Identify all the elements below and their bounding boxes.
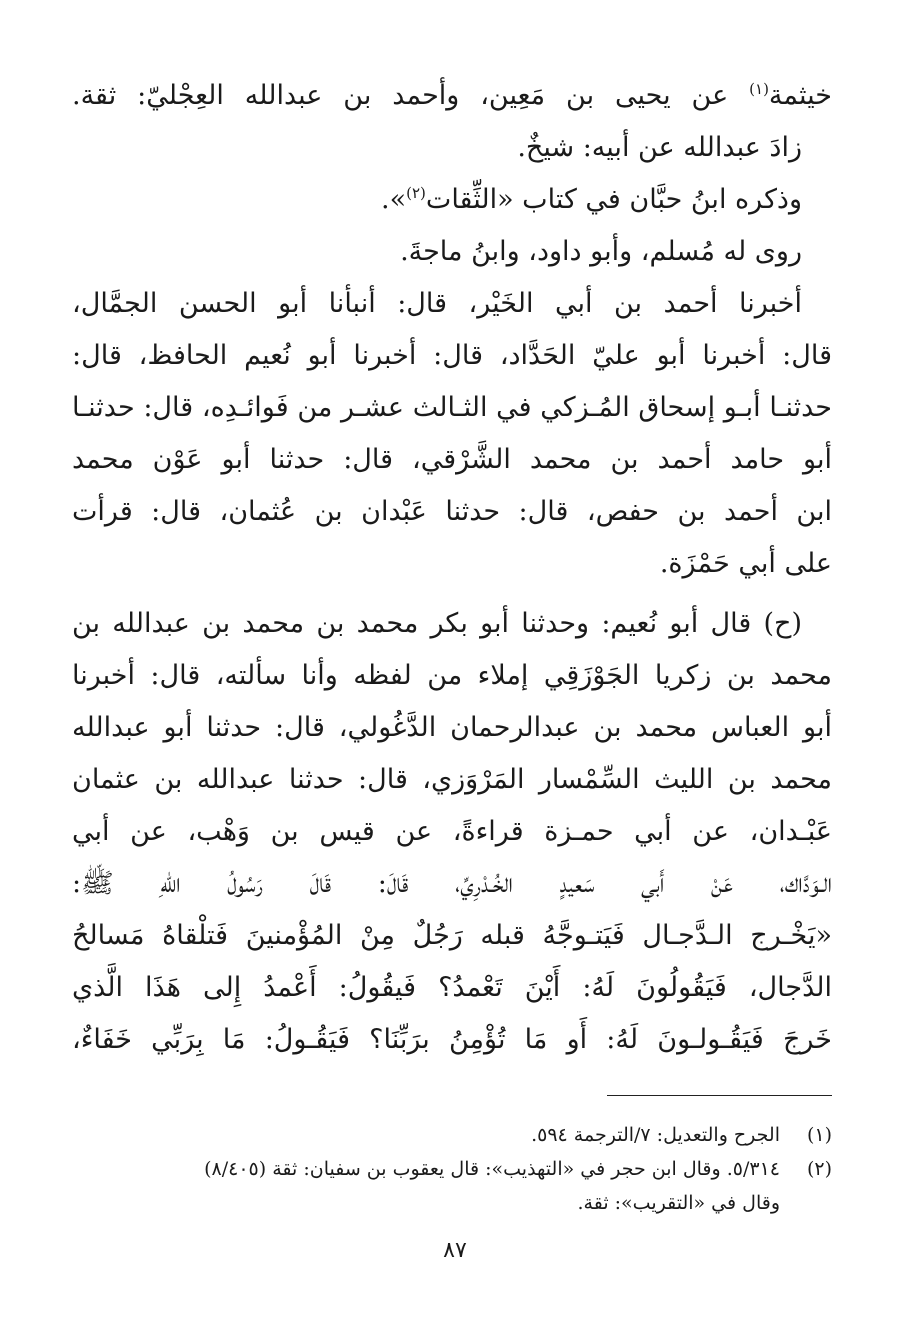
footnote-number: (١) bbox=[806, 1124, 832, 1146]
text-line: أبو حامد أحمد بن محمد الشَّرْقي، قال: حدثنا أبو عَوْن محمد bbox=[72, 444, 832, 475]
footnote bbox=[72, 1152, 832, 1186]
text-line: محمد بن الليث السِّمْسار المَرْوَزي، قال: حدثنا عبدالله بن عثمان bbox=[72, 764, 832, 795]
text-line: محمد بن زكريا الجَوْزَقِي إملاء من لفظه وأنا سألته، قال: أخبرنا bbox=[72, 660, 832, 691]
footnote-number: (٢) bbox=[806, 1158, 832, 1180]
text-line: «يَخْـرج الـدَّجـال فَيَتـوجَّهُ قبله رَجُلٌ مِنْ المُؤْمنينَ فَتلْقاهُ مَسالحُ bbox=[72, 920, 832, 951]
text-line: على أبي حَمْزَة. bbox=[659, 548, 832, 579]
text-line: (ح) قال أبو نُعيم: وحدثنا أبو بكر محمد بن محمد بن عبدالله بن bbox=[72, 608, 802, 639]
text-line: الدَّجال، فَيَقُولُونَ لَهُ: أَيْنَ تَعْمدُ؟ فَيقُولُ: أَعْمدُ إِلى هَذَا الَّذي bbox=[72, 972, 832, 1003]
footnote-marker[interactable]: (١) bbox=[749, 80, 769, 98]
text-line: قال: أخبرنا أبو عليّ الحَدَّاد، قال: أخبرنا أبو نُعيم الحافظ، قال: bbox=[72, 340, 832, 371]
text-line: الـوَدَّاك، عَنْ أَبي سَعيدٍ الخُـدْرِيِّ، قَالَ: قَالَ رَسُولُ اللهِ ﷺ: bbox=[72, 868, 832, 899]
text-line: أخبرنا أحمد بن أبي الخَيْر، قال: أنبأنا أبو الحسن الجمَّال، bbox=[72, 288, 802, 319]
text-line: خيثمة$^{(١)}$ عن يحيى بن مَعِين، وأحمد بن عبدالله العِجْليّ: ثقة. bbox=[72, 80, 832, 111]
page-number: ٨٧ bbox=[443, 1238, 467, 1263]
text-line: زادَ عبدالله عن أبيه: شيخٌ. bbox=[517, 132, 802, 163]
text-line: روى له مُسلم، وأبو داود، وابنُ ماجةَ. bbox=[400, 236, 802, 267]
footnote-text: الجرح والتعديل: ٧/الترجمة ٥٩٤. bbox=[531, 1124, 780, 1146]
footnote-continuation: وقال في «التقريب»: ثقة. bbox=[577, 1192, 780, 1214]
footnote-marker[interactable]: (٢) bbox=[406, 184, 426, 202]
text-line: عَبْـدان، عن أبي حمـزة قراءةً، عن قيس بن وَهْب، عن أبي bbox=[72, 816, 832, 847]
main-text bbox=[72, 70, 832, 1066]
footnotes bbox=[72, 1118, 832, 1220]
text-line: حدثنـا أبـو إسحاق المُـزكي في الثـالث عشـر من فَوائـدِه، قال: حدثنـا bbox=[72, 392, 832, 423]
text-line: وذكره ابنُ حبَّان في كتاب «الثِّقات$^{(٢)}$». bbox=[381, 184, 802, 215]
text-line: أبو العباس محمد بن عبدالرحمان الدَّغُولي، قال: حدثنا أبو عبدالله bbox=[72, 712, 832, 743]
text-line: ابن أحمد بن حفص، قال: حدثنا عَبْدان بن عُثمان، قال: قرأت bbox=[72, 496, 832, 527]
footnote-divider bbox=[607, 1095, 832, 1096]
footnote bbox=[72, 1118, 832, 1152]
text-line: خَرجَ فَيَقُـولـونَ لَهُ: أَو مَا تُؤْمِنُ برَبِّنَا؟ فَيَقُـولُ: مَا بِرَبِّي خَفَاءٌ، bbox=[72, 1024, 832, 1055]
footnote-text: ٥/٣١٤. وقال ابن حجر في «التهذيب»: قال يعقوب بن سفيان: ثقة (٨/٤٠٥) bbox=[204, 1158, 780, 1180]
